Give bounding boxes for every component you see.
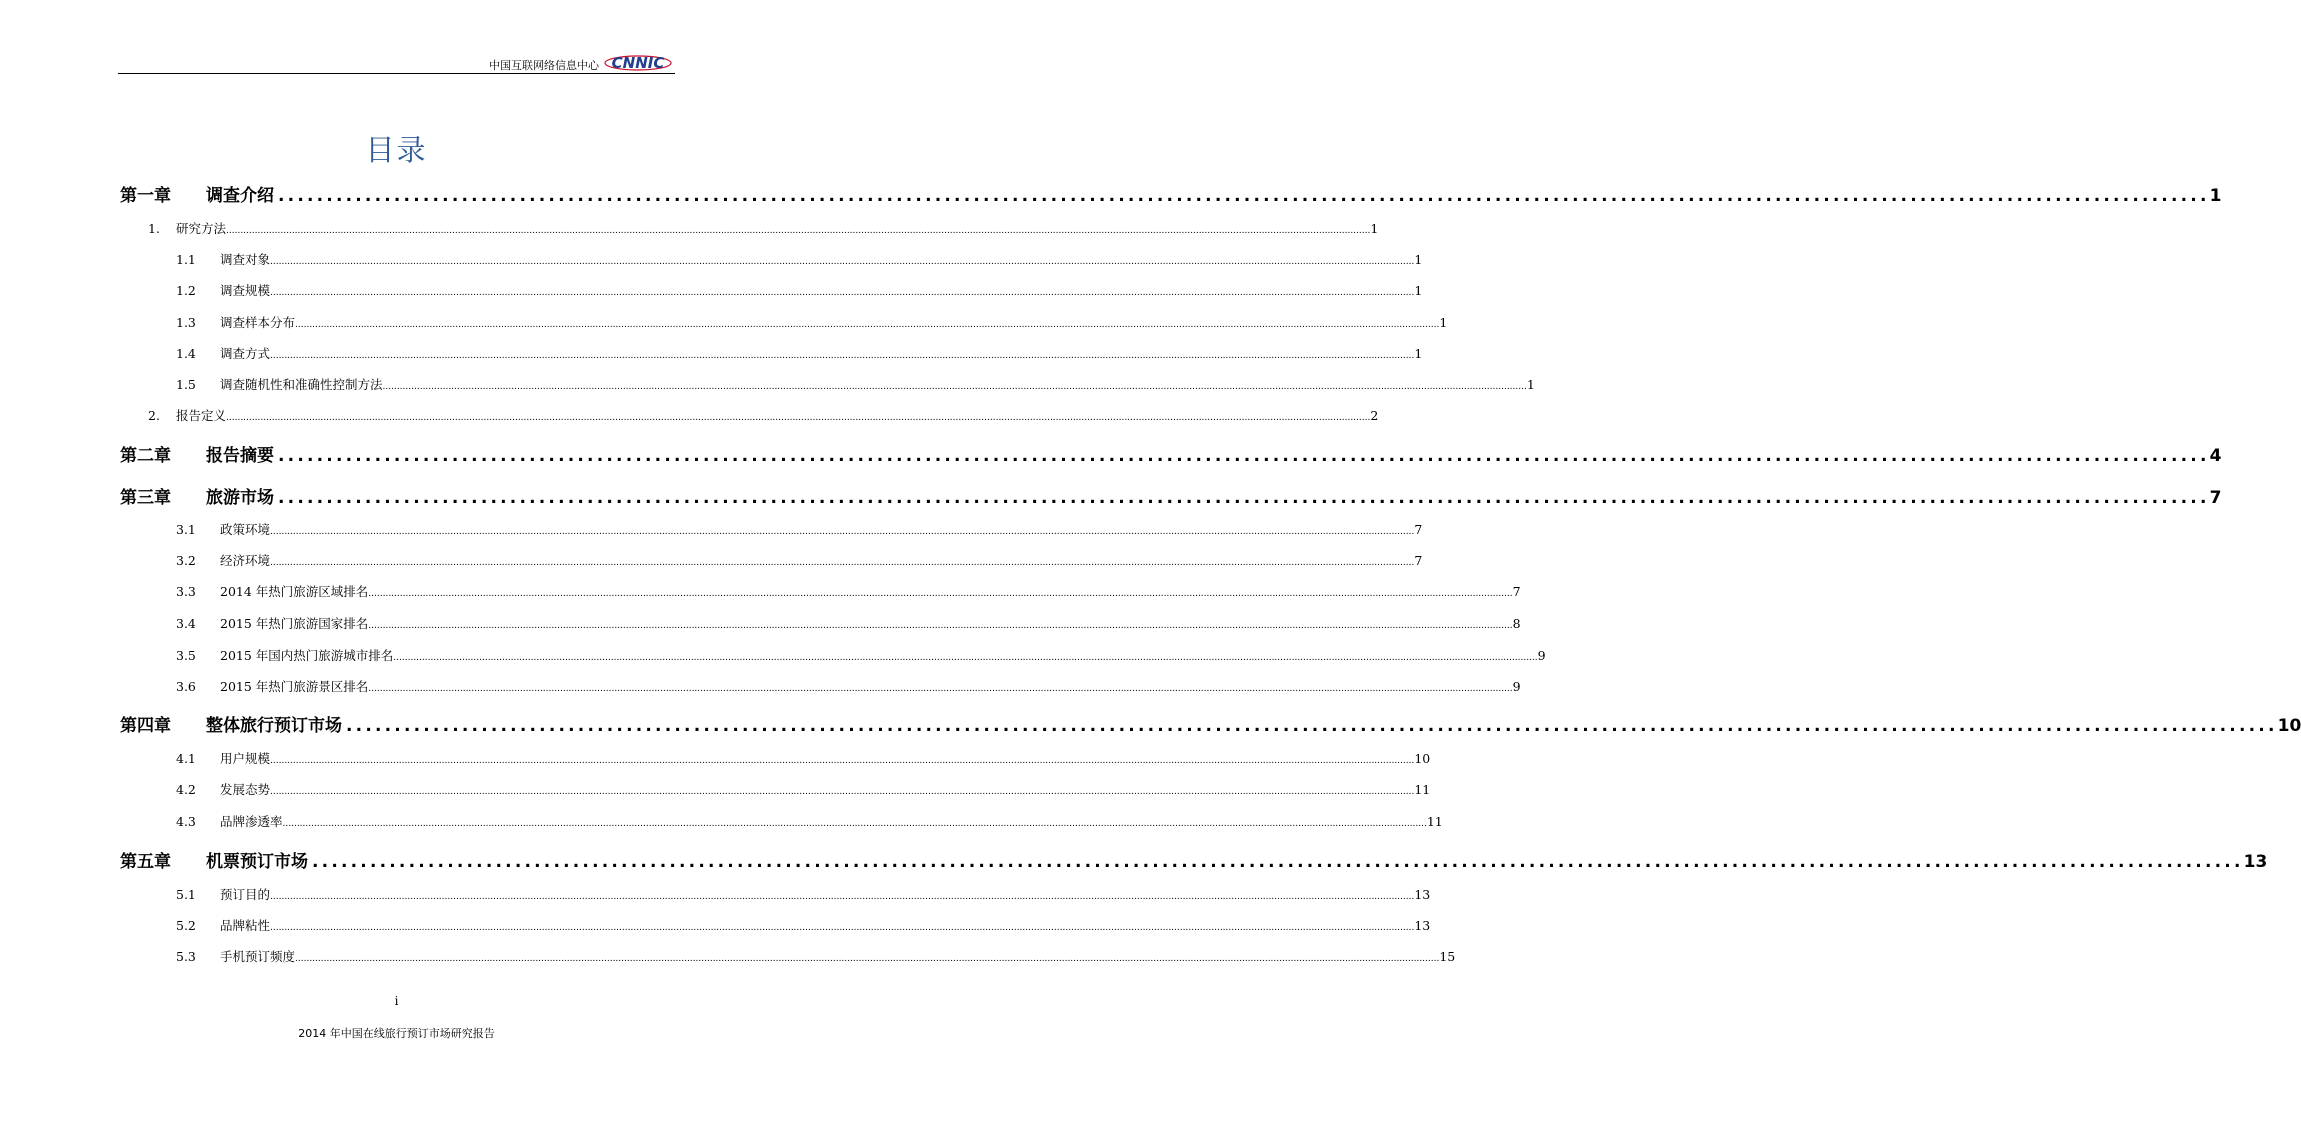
toc-page-number: 9 [1512, 679, 1521, 694]
toc-entry-number: 3.6 [176, 679, 196, 694]
toc-entry-title: 预订目的 [220, 887, 271, 902]
toc-entry-number: 3.5 [176, 648, 196, 663]
toc-entry-number: 3.3 [176, 584, 196, 599]
toc-entry-number: 2. [148, 408, 160, 423]
toc-page-number: 4 [2209, 446, 2222, 466]
toc-page-number: 11 [1426, 814, 1443, 829]
toc-entry[interactable] [0, 313, 1448, 331]
toc-leader-dots: ........................................................................................................................................................................................................ [346, 716, 2278, 736]
toc-entry[interactable] [0, 780, 1431, 798]
toc-page-number: 1 [1526, 377, 1535, 392]
toc-entry[interactable] [0, 551, 1423, 569]
toc-leader-dots: ................................................................................................................................................................................................................................................................................................................................................................................................................ [270, 558, 1415, 568]
toc-page-number: 1 [1414, 252, 1423, 267]
toc-entry-title: 2015 年国内热门旅游城市排名 [220, 648, 394, 663]
toc-page-number: 10 [2277, 716, 2301, 736]
toc-page-number: 7 [2209, 488, 2222, 508]
toc-entry-number: 1. [148, 221, 160, 236]
toc-chapter-entry[interactable] [0, 847, 2268, 872]
toc-leader-dots: ........................................................................................................................................................................................................ [278, 488, 2210, 508]
toc-leader-dots: ................................................................................................................................................................................................................................................................................................................................................................................................................ [295, 320, 1440, 330]
toc-entry-number: 1.4 [176, 346, 196, 361]
toc-page-number: 9 [1537, 648, 1546, 663]
toc-leader-dots: ................................................................................................................................................................................................................................................................................................................................................................................................................ [270, 787, 1415, 797]
toc-leader-dots: ................................................................................................................................................................................................................................................................................................................................................................................................................ [393, 653, 1538, 663]
toc-entry-title: 2014 年热门旅游区域排名 [220, 584, 369, 599]
toc-entry-title: 用户规模 [220, 751, 271, 766]
toc-entry[interactable] [0, 885, 1431, 903]
toc-entry[interactable] [0, 344, 1423, 362]
toc-leader-dots: ................................................................................................................................................................................................................................................................................................................................................................................................................ [270, 288, 1415, 298]
toc-page-number: 7 [1512, 584, 1521, 599]
toc-page-number: 1 [2209, 186, 2222, 206]
page-number: i [394, 994, 399, 1008]
toc-entry-number: 4.3 [176, 814, 196, 829]
toc-leader-dots: ........................................................................................................................................................................................................ [312, 852, 2244, 872]
toc-leader-dots: ................................................................................................................................................................................................................................................................................................................................................................................................................ [270, 351, 1415, 361]
toc-chapter-entry[interactable] [0, 483, 2222, 508]
toc-entry-title: 调查随机性和准确性控制方法 [220, 377, 383, 392]
toc-page-number: 1 [1414, 346, 1423, 361]
toc-leader-dots: ........................................................................................................................................................................................................ [278, 446, 2210, 466]
toc-entry-title: 手机预订频度 [220, 949, 296, 964]
toc-entry[interactable] [0, 250, 1423, 268]
toc-chapter-entry[interactable] [0, 181, 2222, 206]
toc-entry[interactable] [0, 812, 1443, 830]
toc-entry-number: 1.1 [176, 252, 196, 267]
toc-page-number: 13 [1414, 918, 1431, 933]
toc-entry-title: 机票预订市场 [206, 852, 308, 872]
toc-entry[interactable] [0, 677, 1521, 695]
toc-entry[interactable] [0, 582, 1521, 600]
toc-entry[interactable] [0, 614, 1521, 632]
toc-entry[interactable] [0, 916, 1431, 934]
toc-entry-title: 品牌粘性 [220, 918, 271, 933]
toc-entry-title: 调查方式 [220, 346, 271, 361]
toc-entry[interactable] [0, 646, 1546, 664]
toc-entry-number: 5.3 [176, 949, 196, 964]
toc-leader-dots: ................................................................................................................................................................................................................................................................................................................................................................................................................ [226, 226, 1371, 236]
toc-page-number: 1 [1439, 315, 1448, 330]
toc-entry-number: 第三章 [120, 488, 171, 508]
toc-chapter-entry[interactable] [0, 441, 2222, 466]
toc-entry[interactable] [0, 520, 1423, 538]
toc-page-number: 13 [1414, 887, 1431, 902]
toc-entry-number: 第五章 [120, 852, 171, 872]
toc-leader-dots: ................................................................................................................................................................................................................................................................................................................................................................................................................ [270, 892, 1415, 902]
toc-page-number: 2 [1370, 408, 1379, 423]
toc-entry-title: 2015 年热门旅游国家排名 [220, 616, 369, 631]
toc-entry[interactable] [0, 947, 1456, 965]
toc-leader-dots: ................................................................................................................................................................................................................................................................................................................................................................................................................ [382, 382, 1527, 392]
toc-page-number: 1 [1370, 221, 1379, 236]
toc-entry[interactable] [0, 749, 1431, 767]
toc-entry-title: 调查对象 [220, 252, 271, 267]
toc-entry-title: 报告摘要 [206, 446, 274, 466]
toc-chapter-entry[interactable] [0, 711, 2301, 736]
toc-leader-dots: ................................................................................................................................................................................................................................................................................................................................................................................................................ [368, 621, 1513, 631]
toc-entry[interactable] [0, 406, 1379, 424]
logo-text: CNNIC [611, 54, 665, 72]
toc-entry-number: 3.1 [176, 522, 196, 537]
toc-leader-dots: ........................................................................................................................................................................................................ [278, 186, 2210, 206]
toc-entry-title: 政策环境 [220, 522, 271, 537]
toc-entry-number: 3.2 [176, 553, 196, 568]
toc-page-number: 7 [1414, 522, 1423, 537]
toc-entry-title: 调查规模 [220, 283, 271, 298]
toc-entry-title: 旅游市场 [206, 488, 274, 508]
toc-leader-dots: ................................................................................................................................................................................................................................................................................................................................................................................................................ [295, 954, 1440, 964]
toc-page-number: 11 [1414, 782, 1431, 797]
toc-entry-number: 第四章 [120, 716, 171, 736]
toc-entry-number: 4.1 [176, 751, 196, 766]
toc-leader-dots: ................................................................................................................................................................................................................................................................................................................................................................................................................ [226, 413, 1371, 423]
toc-entry[interactable] [0, 375, 1535, 393]
toc-entry-title: 整体旅行预订市场 [206, 716, 342, 736]
toc-page-number: 8 [1512, 616, 1521, 631]
toc-leader-dots: ................................................................................................................................................................................................................................................................................................................................................................................................................ [368, 589, 1513, 599]
toc-entry-number: 1.2 [176, 283, 196, 298]
toc-leader-dots: ................................................................................................................................................................................................................................................................................................................................................................................................................ [270, 527, 1415, 537]
toc-page-number: 10 [1414, 751, 1431, 766]
toc-entry-number: 5.2 [176, 918, 196, 933]
toc-leader-dots: ................................................................................................................................................................................................................................................................................................................................................................................................................ [270, 923, 1415, 933]
toc-leader-dots: ................................................................................................................................................................................................................................................................................................................................................................................................................ [282, 819, 1427, 829]
toc-entry[interactable] [0, 219, 1379, 237]
toc-entry-title: 报告定义 [176, 408, 227, 423]
toc-entry-title: 发展态势 [220, 782, 271, 797]
toc-entry-number: 1.3 [176, 315, 196, 330]
toc-entry-title: 2015 年热门旅游景区排名 [220, 679, 369, 694]
toc-entry-title: 调查介绍 [206, 186, 274, 206]
toc-entry-number: 5.1 [176, 887, 196, 902]
header-organization: 中国互联网络信息中心 [489, 59, 599, 72]
toc-entry-title: 研究方法 [176, 221, 227, 236]
toc-page-number: 13 [2243, 852, 2268, 872]
toc-entry-number: 1.5 [176, 377, 196, 392]
toc-entry[interactable] [0, 281, 1423, 299]
toc-entry-number: 第二章 [120, 446, 171, 466]
page-title: 目录 [365, 133, 428, 167]
footer-report-title: 2014 年中国在线旅行预订市场研究报告 [298, 1027, 495, 1040]
toc-page-number: 15 [1439, 949, 1456, 964]
toc-page-number: 1 [1414, 283, 1423, 298]
toc-leader-dots: ................................................................................................................................................................................................................................................................................................................................................................................................................ [368, 684, 1513, 694]
toc-page-number: 7 [1414, 553, 1423, 568]
toc-entry-title: 品牌渗透率 [220, 814, 283, 829]
toc-leader-dots: ................................................................................................................................................................................................................................................................................................................................................................................................................ [270, 257, 1415, 267]
toc-leader-dots: ................................................................................................................................................................................................................................................................................................................................................................................................................ [270, 756, 1415, 766]
toc-entry-number: 第一章 [120, 186, 171, 206]
toc-entry-number: 4.2 [176, 782, 196, 797]
toc-entry-number: 3.4 [176, 616, 196, 631]
toc-entry-title: 调查样本分布 [220, 315, 296, 330]
toc-entry-title: 经济环境 [220, 553, 271, 568]
